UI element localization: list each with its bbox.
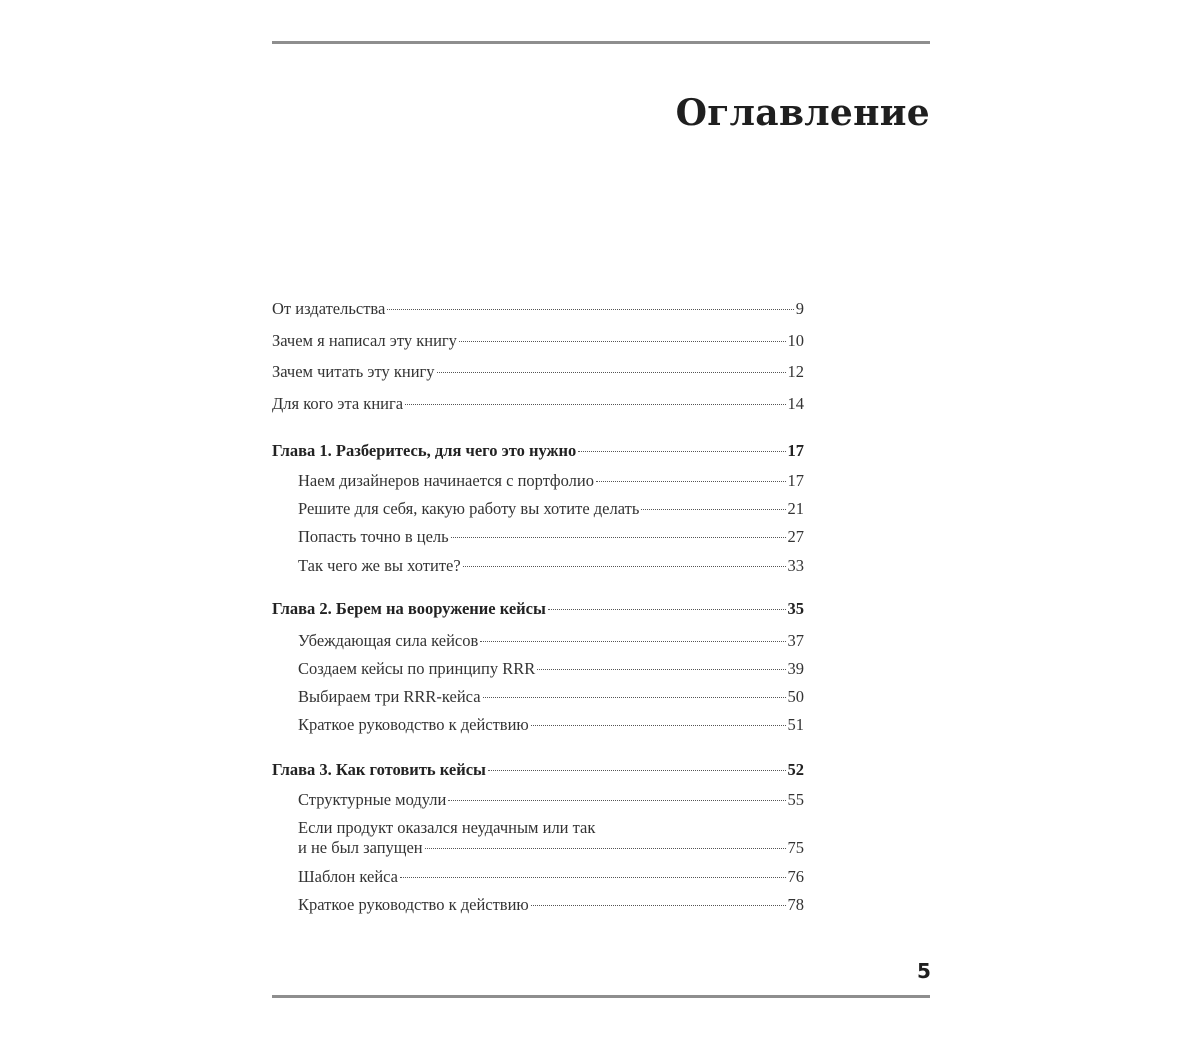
toc-entry-page: 14 xyxy=(787,394,804,413)
dot-leader xyxy=(425,848,786,849)
toc-section-title: Выбираем три RRR-кейса xyxy=(298,687,481,706)
toc-section-page: 27 xyxy=(787,527,804,546)
toc-entry-page: 12 xyxy=(787,362,804,381)
toc-section-page: 76 xyxy=(787,867,804,886)
toc-entry[interactable] xyxy=(272,299,804,319)
toc-section-title: Убеждающая сила кейсов xyxy=(298,631,479,650)
dot-leader xyxy=(437,372,786,373)
toc-section-page: 51 xyxy=(787,715,804,734)
toc-section-page: 37 xyxy=(787,631,804,650)
dot-leader xyxy=(451,537,786,538)
toc-section-page: 75 xyxy=(787,838,804,857)
dot-leader xyxy=(387,309,793,310)
toc-section[interactable] xyxy=(298,631,804,651)
toc-section[interactable] xyxy=(298,499,804,519)
bottom-rule xyxy=(272,995,930,998)
dot-leader xyxy=(531,905,786,906)
toc-chapter-page: 35 xyxy=(787,599,804,618)
toc-chapter-page: 52 xyxy=(787,760,804,779)
dot-leader xyxy=(537,669,785,670)
dot-leader xyxy=(596,481,786,482)
toc-section-title: Решите для себя, какую работу вы хотите делать xyxy=(298,499,640,518)
toc-entry[interactable] xyxy=(272,331,804,351)
page-number: 5 xyxy=(917,959,931,983)
toc-section[interactable] xyxy=(298,659,804,679)
toc-section-title: Шаблон кейса xyxy=(298,867,398,886)
toc-section-title: Краткое руководство к действию xyxy=(298,895,529,914)
dot-leader xyxy=(548,609,786,610)
toc-section-title: Попасть точно в цель xyxy=(298,527,449,546)
toc-section[interactable] xyxy=(298,556,804,576)
dot-leader xyxy=(578,451,785,452)
toc-chapter-title: Глава 2. Берем на вооружение кейсы xyxy=(272,599,546,618)
dot-leader xyxy=(448,800,785,801)
toc-section[interactable] xyxy=(298,715,804,735)
toc-chapter-page: 17 xyxy=(787,441,804,460)
toc-section-page: 50 xyxy=(787,687,804,706)
toc-section[interactable] xyxy=(298,867,804,887)
toc-section[interactable] xyxy=(298,527,804,547)
dot-leader xyxy=(459,341,786,342)
toc-entry[interactable] xyxy=(272,394,804,414)
dot-leader xyxy=(531,725,786,726)
toc-section-title: Наем дизайнеров начинается с портфолио xyxy=(298,471,594,490)
toc-section[interactable] xyxy=(298,895,804,915)
toc-section-page: 17 xyxy=(787,471,804,490)
toc-chapter[interactable] xyxy=(272,760,804,780)
toc-section-title-line2: и не был запущен xyxy=(298,838,423,857)
toc-section-page: 21 xyxy=(787,499,804,518)
toc-chapter[interactable] xyxy=(272,441,804,461)
toc-entry-title: Зачем я написал эту книгу xyxy=(272,331,457,350)
dot-leader xyxy=(483,697,786,698)
toc-chapter-title: Глава 1. Разберитесь, для чего это нужно xyxy=(272,441,577,460)
toc-entry-title: Для кого эта книга xyxy=(272,394,404,413)
toc-section-title: Структурные модули xyxy=(298,790,447,809)
toc-entry-page: 9 xyxy=(795,299,804,318)
toc-entry-title: От издательства xyxy=(272,299,386,318)
dot-leader xyxy=(641,509,785,510)
toc-section-title: Краткое руководство к действию xyxy=(298,715,529,734)
toc-entry-title: Зачем читать эту книгу xyxy=(272,362,435,381)
toc-section[interactable] xyxy=(298,687,804,707)
toc-section[interactable] xyxy=(298,790,804,810)
toc-section[interactable] xyxy=(298,818,804,858)
toc-section-page: 33 xyxy=(787,556,804,575)
dot-leader xyxy=(463,566,786,567)
toc-section-title-line1: Если продукт оказался неудачным или так xyxy=(298,818,596,837)
toc-entry[interactable] xyxy=(272,362,804,382)
toc-section-page: 78 xyxy=(787,895,804,914)
toc-chapter-title: Глава 3. Как готовить кейсы xyxy=(272,760,486,779)
dot-leader xyxy=(405,404,785,405)
toc-chapter[interactable] xyxy=(272,599,804,619)
dot-leader xyxy=(480,641,785,642)
toc-section-page: 55 xyxy=(787,790,804,809)
top-rule xyxy=(272,41,930,44)
toc-section[interactable] xyxy=(298,471,804,491)
toc-section-title: Так чего же вы хотите? xyxy=(298,556,461,575)
toc-section-page: 39 xyxy=(787,659,804,678)
page-title: Оглавление xyxy=(675,92,930,134)
dot-leader xyxy=(488,770,786,771)
toc-entry-page: 10 xyxy=(787,331,804,350)
toc-section-title-line2-row xyxy=(298,838,804,858)
dot-leader xyxy=(400,877,786,878)
toc-section-title: Создаем кейсы по принципу RRR xyxy=(298,659,536,678)
